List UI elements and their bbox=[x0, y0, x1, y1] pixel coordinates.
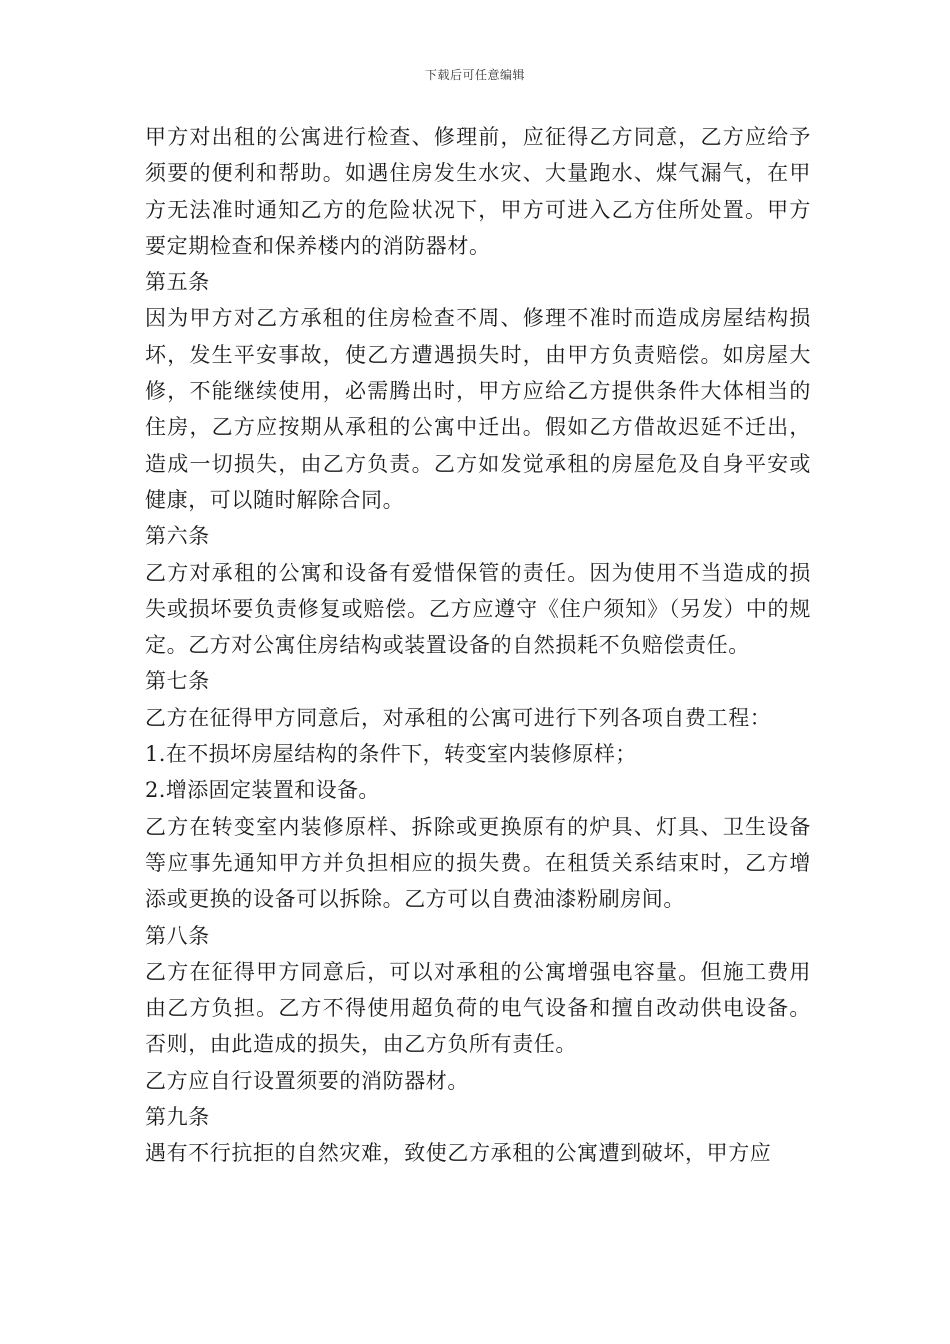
clause-paragraph: 乙方在转变室内装修原样、拆除或更换原有的炉具、灯具、卫生设备等应事先通知甲方并负担相应的损失费。在租赁关系结束时，乙方增添或更换的设备可以拆除。乙方可以自费油漆粉刷房间。 bbox=[145, 814, 811, 912]
clause-paragraph: 乙方在征得甲方同意后，对承租的公寓可进行下列各项自费工程： bbox=[145, 705, 772, 730]
clause-paragraph: 乙方在征得甲方同意后，可以对承租的公寓增强电容量。但施工费用由乙方负担。乙方不得使用超负荷的电气设备和擅自改动供电设备。否则，由此造成的损失，由乙方负所有责任。 bbox=[145, 959, 811, 1057]
clause-heading-6: 第六条 bbox=[145, 524, 210, 549]
document-body bbox=[145, 119, 811, 1172]
clause-paragraph: 遇有不行抗拒的自然灾难，致使乙方承租的公寓遭到破坏，甲方应 bbox=[145, 1141, 772, 1166]
clause-paragraph: 甲方对出租的公寓进行检查、修理前，应征得乙方同意，乙方应给予须要的便利和帮助。如遇住房发生水灾、大量跑水、煤气漏气，在甲方无法准时通知乙方的危险状况下，甲方可进入乙方住所处置。甲方要定期检查和保养楼内的消防器材。 bbox=[145, 125, 811, 258]
clause-heading-9: 第九条 bbox=[145, 1105, 210, 1130]
clause-heading-5: 第五条 bbox=[145, 270, 210, 295]
clause-heading-8: 第八条 bbox=[145, 923, 210, 948]
page-header-note: 下载后可任意编辑 bbox=[424, 68, 525, 82]
clause-heading-7: 第七条 bbox=[145, 669, 210, 694]
clause-paragraph: 因为甲方对乙方承租的住房检查不周、修理不准时而造成房屋结构损坏，发生平安事故，使乙方遭遇损失时，由甲方负责赔偿。如房屋大修，不能继续使用，必需腾出时，甲方应给乙方提供条件大体相当的住房，乙方应按期从承租的公寓中迁出。假如乙方借故迟延不迁出，造成一切损失，由乙方负责。乙方如发觉承租的房屋危及自身平安或健康，可以随时解除合同。 bbox=[145, 306, 811, 512]
clause-paragraph: 乙方应自行设置须要的消防器材。 bbox=[145, 1068, 469, 1093]
list-item-2: 2.增添固定装置和设备。 bbox=[145, 778, 380, 803]
list-item-1: 1.在不损坏房屋结构的条件下，转变室内装修原样； bbox=[145, 742, 637, 767]
clause-paragraph: 乙方对承租的公寓和设备有爱惜保管的责任。因为使用不当造成的损失或损坏要负责修复或赔偿。乙方应遵守《住户须知》（另发）中的规定。乙方对公寓住房结构或装置设备的自然损耗不负赔偿责任。 bbox=[145, 560, 811, 658]
